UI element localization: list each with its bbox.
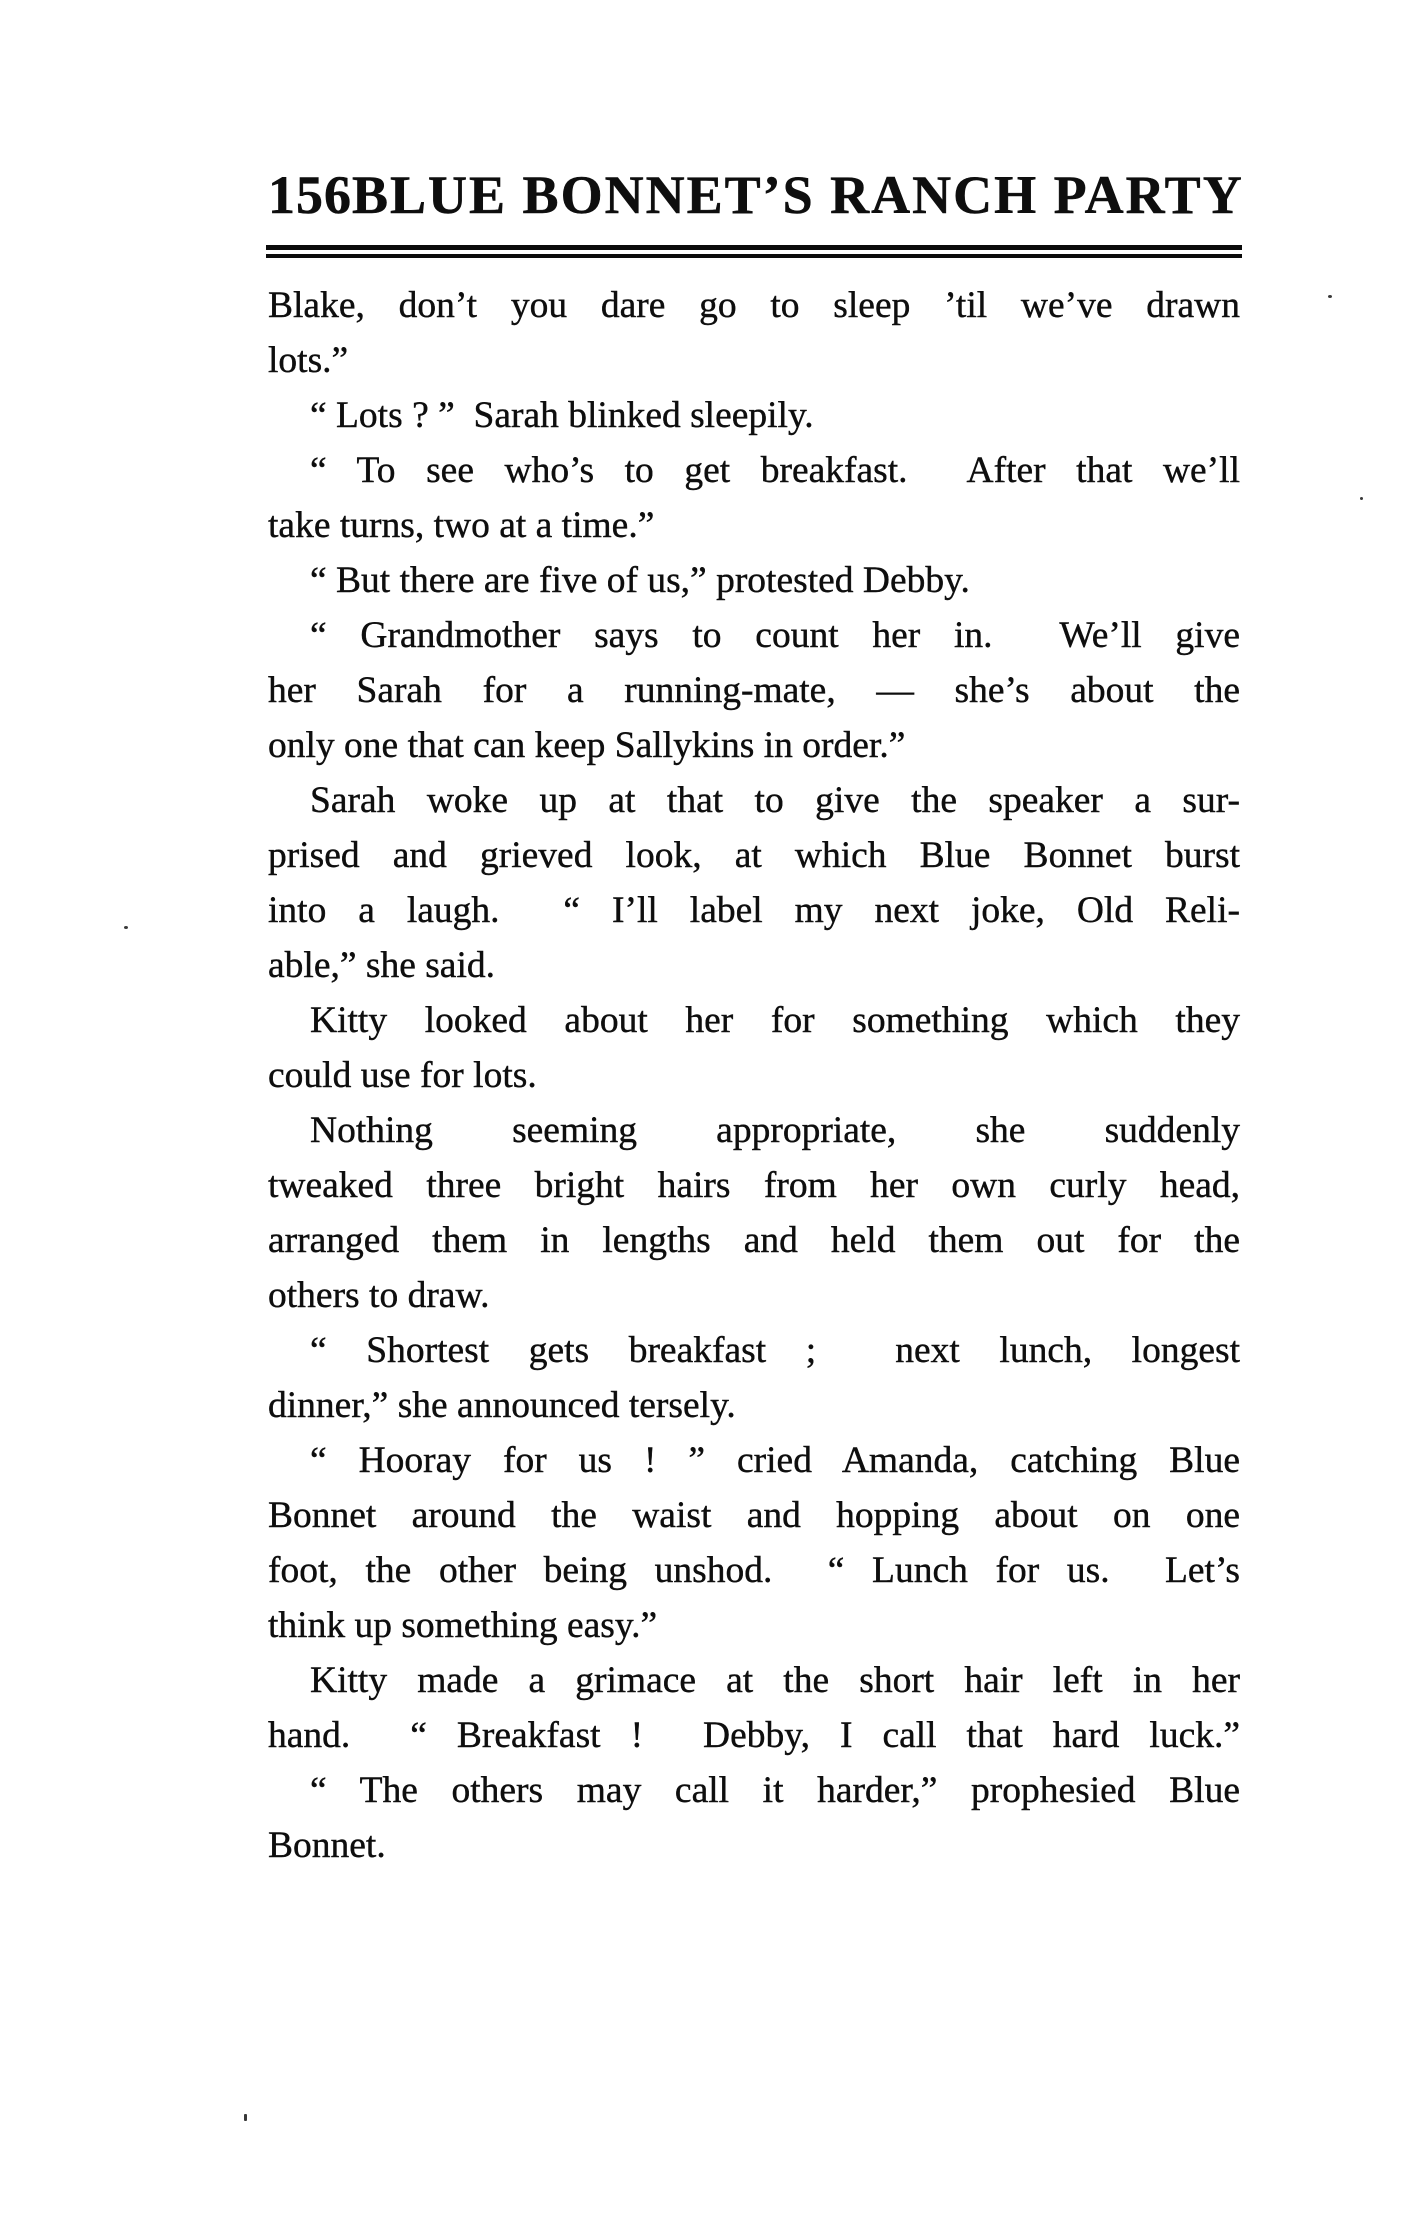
page-number: 156 <box>268 165 352 225</box>
text-line: only one that can keep Sallykins in order.” <box>268 725 906 766</box>
header-rule-bottom <box>266 254 1242 258</box>
text-line: “ But there are five of us,” protested Debby. <box>310 560 970 601</box>
body-text <box>268 278 1240 1873</box>
text-line: dinner,” she announced tersely. <box>268 1385 736 1426</box>
text-line: able,” she said. <box>268 945 495 986</box>
text-line: take turns, two at a time.” <box>268 505 655 546</box>
text-line: into a laugh. “ I’ll label my next joke, Old Reli- <box>268 890 1240 931</box>
text-line: “ To see who’s to get breakfast. After that we’ll <box>310 450 1240 491</box>
text-line: Sarah woke up at that to give the speaker a sur- <box>310 780 1240 821</box>
text-line: her Sarah for a running-mate, — she’s about the <box>268 670 1240 711</box>
scan-speck <box>1328 295 1332 298</box>
scan-speck <box>124 926 128 929</box>
text-line: tweaked three bright hairs from her own curly head, <box>268 1165 1240 1206</box>
header-rule-top <box>266 245 1242 250</box>
text-line: arranged them in lengths and held them out for the <box>268 1220 1240 1261</box>
text-line: “ Hooray for us ! ” cried Amanda, catching Blue <box>310 1440 1240 1481</box>
text-line: “ Lots ? ” Sarah blinked sleepily. <box>310 395 814 436</box>
text-line: Bonnet around the waist and hopping about on one <box>268 1495 1240 1536</box>
scan-speck <box>244 2114 247 2121</box>
scan-speck <box>1360 497 1363 500</box>
page-header-title: BLUE BONNET’S RANCH PARTY <box>352 165 1244 225</box>
text-line: hand. “ Breakfast ! Debby, I call that hard luck.” <box>268 1715 1240 1756</box>
text-line: think up something easy.” <box>268 1605 658 1646</box>
text-line: foot, the other being unshod. “ Lunch for us. Let’s <box>268 1550 1240 1591</box>
text-line: prised and grieved look, at which Blue Bonnet burst <box>268 835 1240 876</box>
text-line: could use for lots. <box>268 1055 537 1096</box>
text-line: others to draw. <box>268 1275 490 1316</box>
text-line: Nothing seeming appropriate, she suddenly <box>310 1110 1240 1151</box>
text-line: “ The others may call it harder,” prophesied Blue <box>310 1770 1240 1811</box>
running-head <box>268 166 1242 224</box>
text-line: “ Grandmother says to count her in. We’ll give <box>310 615 1240 656</box>
text-line: Kitty made a grimace at the short hair left in her <box>310 1660 1240 1701</box>
text-line: Blake, don’t you dare go to sleep ’til we’ve drawn <box>268 285 1240 326</box>
text-line: Kitty looked about her for something which they <box>310 1000 1240 1041</box>
text-line: “ Shortest gets breakfast ; next lunch, longest <box>310 1330 1240 1371</box>
text-line: Bonnet. <box>268 1825 386 1866</box>
text-line: lots.” <box>268 340 349 381</box>
